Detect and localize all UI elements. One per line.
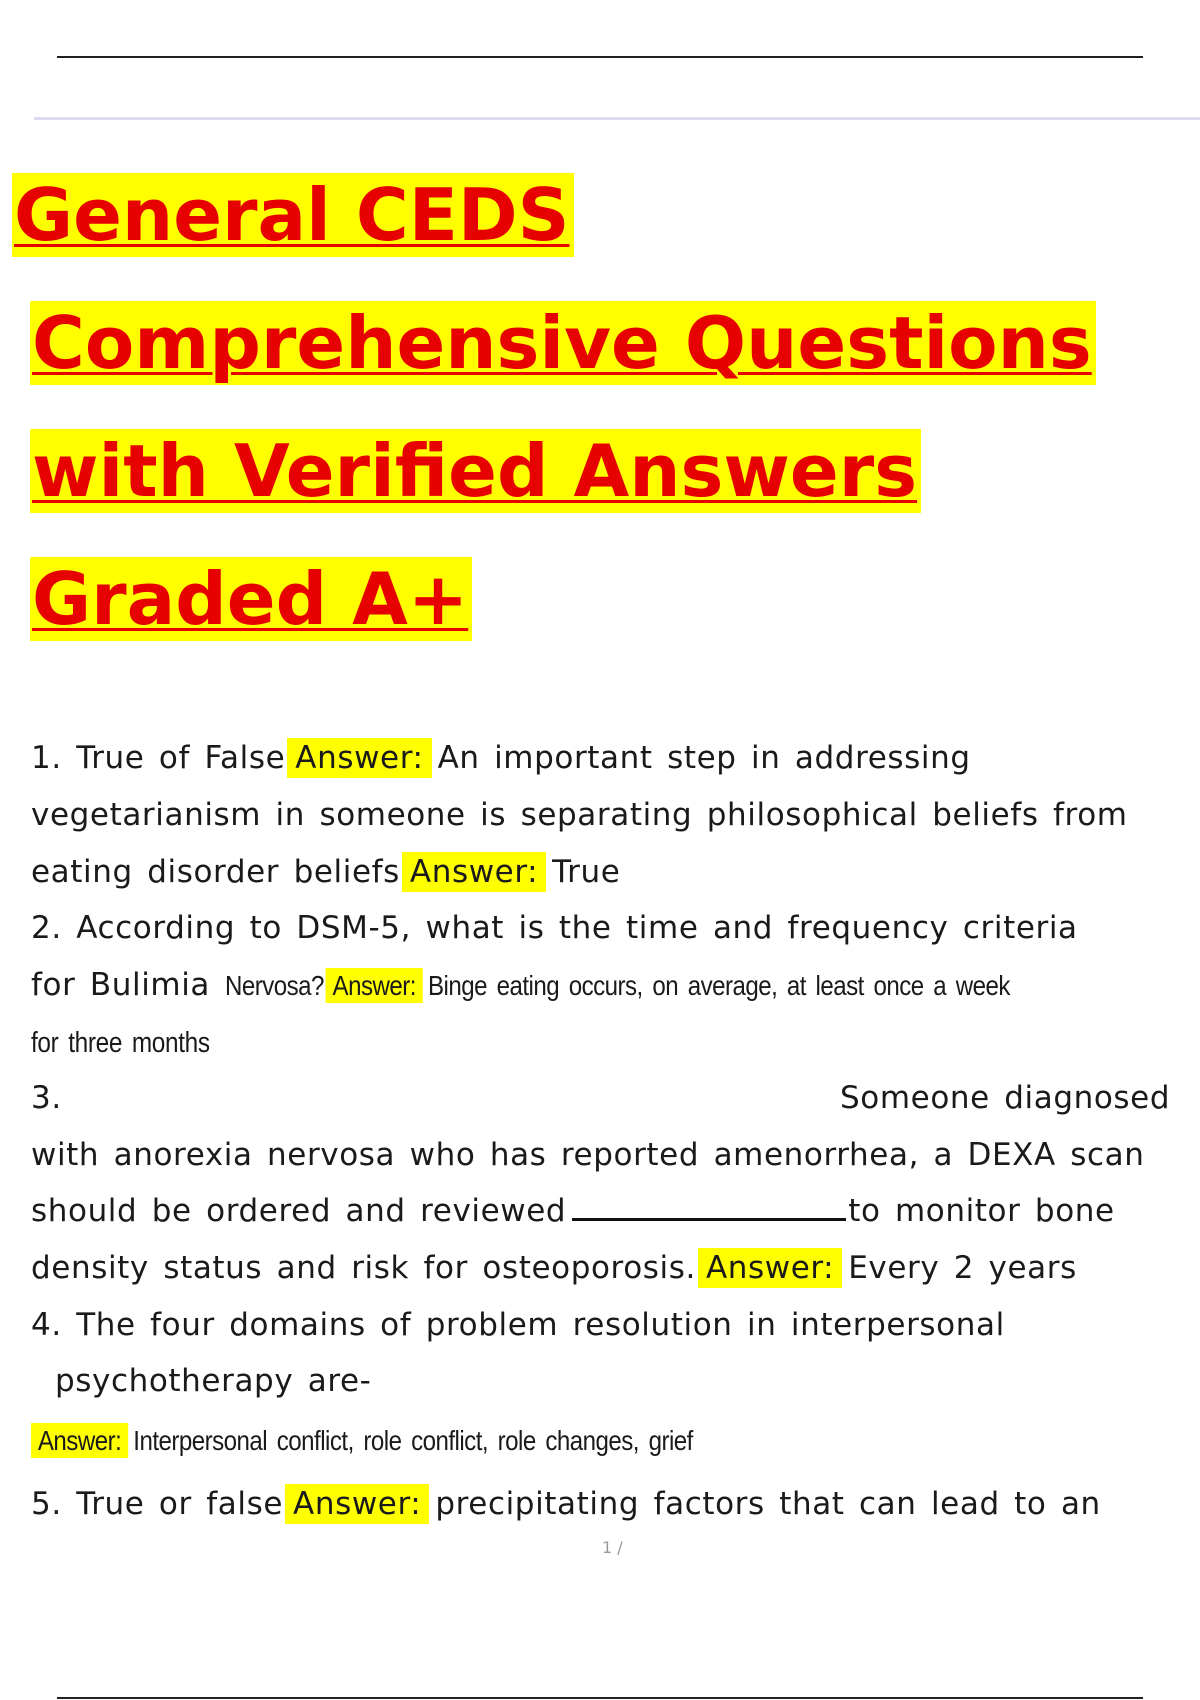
q2-line-3 (31, 1022, 244, 1063)
q4-question-end: psychotherapy are- (55, 1363, 372, 1399)
q5-line-1 (31, 1484, 1101, 1524)
q3-question-start: Someone diagnosed (840, 1080, 1171, 1116)
q2-question-end: for Bulimia (31, 967, 211, 1003)
q2-question-end-narrow: Nervosa? (224, 970, 324, 1001)
q3-question-end: density status and risk for osteoporosis. (31, 1250, 696, 1286)
q3-line-4 (31, 1248, 1077, 1288)
answer-label: Answer: (31, 1423, 128, 1458)
fill-in-blank (572, 1192, 846, 1221)
q1-answer: True (552, 854, 621, 890)
q2-answer-cont: for three months (31, 1027, 210, 1059)
header-separator (34, 117, 1200, 120)
q3-line-1-right (840, 1078, 1170, 1118)
answer-label: Answer: (285, 1484, 429, 1524)
q1-question-end: eating disorder beliefs (31, 854, 400, 890)
q1-line-1 (31, 738, 971, 778)
answer-label: Answer: (402, 852, 546, 892)
title-line-4 (30, 556, 472, 642)
q4-question-text: 4. The four domains of problem resolution in interpersonal (31, 1307, 1005, 1343)
q1-question-text: vegetarianism in someone is separating philosophical beliefs from (31, 797, 1128, 833)
q2-line-1 (31, 908, 1078, 948)
title-line-2 (30, 300, 1096, 386)
q4-line-1 (31, 1305, 1005, 1345)
q1-question-cont: An important step in addressing (437, 740, 971, 776)
top-rule (57, 56, 1143, 58)
q3-number: 3. (31, 1080, 62, 1116)
q1-line-2 (31, 795, 1128, 835)
title-text-2: Comprehensive Questions (30, 301, 1096, 385)
q1-line-3 (31, 852, 620, 892)
title-line-3 (30, 428, 921, 514)
q3-line-1 (31, 1078, 62, 1118)
q5-question-cont: precipitating factors that can lead to an (435, 1486, 1101, 1522)
q5-question-start: 5. True or false (31, 1486, 284, 1522)
title-text-1: General CEDS (12, 173, 574, 257)
q4-line-2 (55, 1361, 371, 1401)
bottom-rule (57, 1697, 1143, 1699)
q3-answer: Every 2 years (848, 1250, 1077, 1286)
answer-label: Answer: (325, 968, 422, 1003)
q1-question-start: 1. True of False (31, 740, 286, 776)
title-line-1 (12, 172, 574, 258)
q4-answer-run (31, 1421, 693, 1461)
q3-line-3 (31, 1191, 1115, 1231)
q2-question-text: 2. According to DSM-5, what is the time and frequency criteria (31, 910, 1078, 946)
title-text-4: Graded A+ (30, 557, 472, 641)
page-number: 1 / (602, 1538, 623, 1557)
q4-answer: Interpersonal conflict, role conflict, role changes, grief (133, 1425, 693, 1456)
q3-line-2 (31, 1135, 1145, 1175)
q2-line-2 (31, 965, 1137, 1006)
title-text-3: with Verified Answers (30, 429, 921, 513)
answer-label: Answer: (287, 738, 431, 778)
q4-line-3 (31, 1420, 801, 1461)
q3-question-cont: should be ordered and reviewed (31, 1193, 567, 1229)
q3-question-cont-2: to monitor bone (848, 1193, 1115, 1229)
q2-answer: Binge eating occurs, on average, at least once a week (427, 970, 1010, 1001)
answer-label: Answer: (698, 1248, 842, 1288)
q3-question-text: with anorexia nervosa who has reported amenorrhea, a DEXA scan (31, 1137, 1145, 1173)
q2-answer-run (225, 966, 1010, 1006)
